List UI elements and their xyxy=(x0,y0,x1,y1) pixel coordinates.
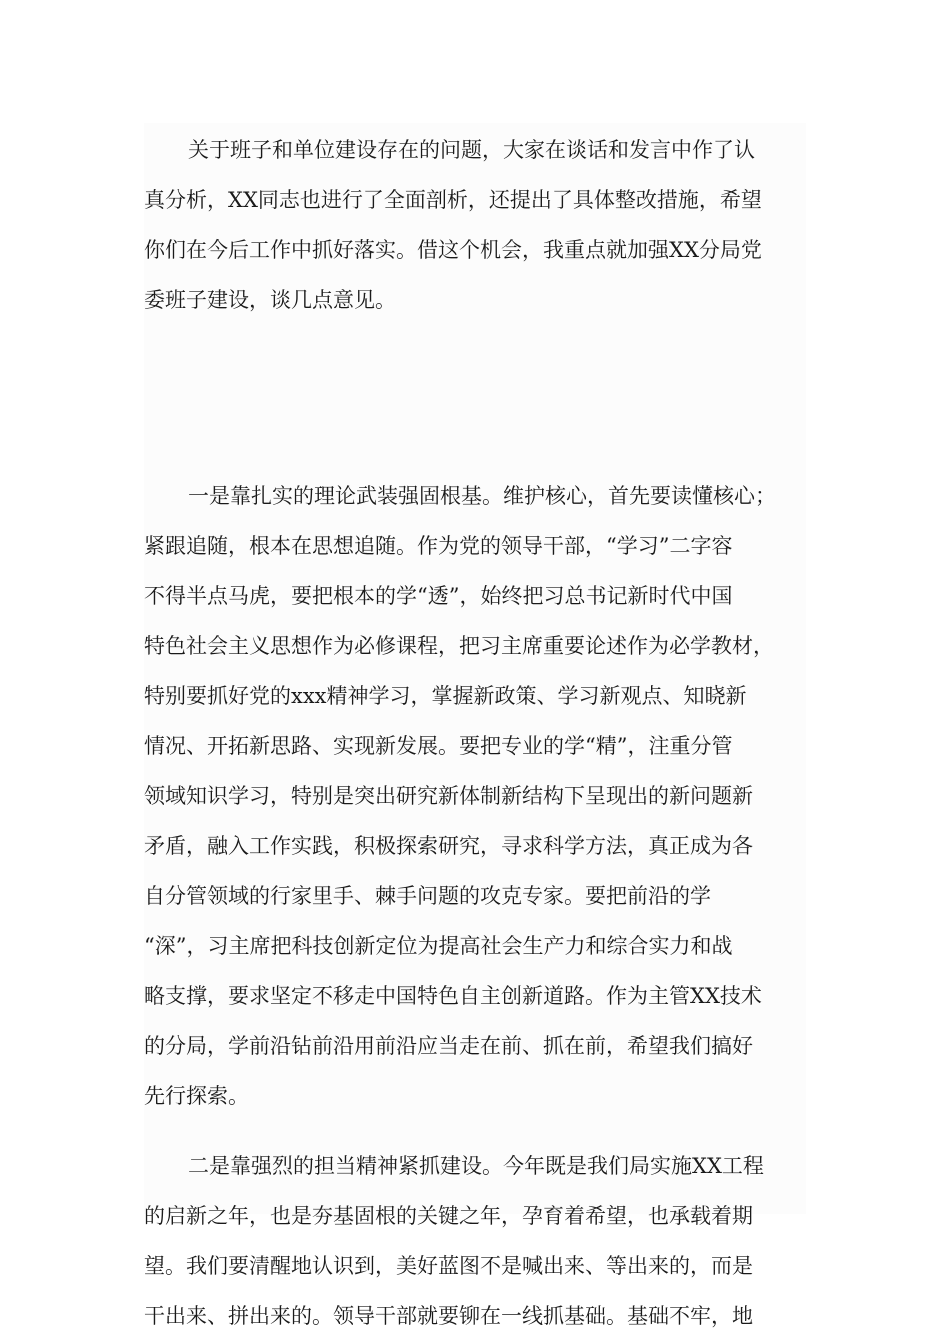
text-line: 矛盾，融入工作实践，积极探索研究，寻求科学方法，真正成为各 xyxy=(144,834,753,858)
text-line: 情况、开拓新思路、实现新发展。要把专业的学“精”，注重分管 xyxy=(144,734,733,758)
text-line: 领域知识学习，特别是突出研究新体制新结构下呈现出的新问题新 xyxy=(144,784,753,808)
text-line: 先行探索。 xyxy=(144,1084,249,1108)
text-line: 自分管领域的行家里手、棘手问题的攻克专家。要把前沿的学 xyxy=(144,884,711,908)
text-line: “深”，习主席把科技创新定位为提高社会生产力和综合实力和战 xyxy=(144,934,733,958)
text-line: 干出来、拼出来的。领导干部就要铆在一线抓基础。基础不牢，地 xyxy=(144,1304,753,1328)
text-line: 特色社会主义思想作为必修课程，把习主席重要论述作为必学教材， xyxy=(144,634,774,658)
text-line: 一是靠扎实的理论武装强固根基。维护核心，首先要读懂核心； xyxy=(188,484,776,508)
text-line: 委班子建设，谈几点意见。 xyxy=(144,288,396,312)
document-body xyxy=(144,123,806,1328)
text-line: 二是靠强烈的担当精神紧抓建设。今年既是我们局实施XX工程 xyxy=(188,1154,764,1178)
text-line: 特别要抓好党的xxx精神学习，掌握新政策、学习新观点、知晓新 xyxy=(144,684,747,708)
text-line: 关于班子和单位建设存在的问题，大家在谈话和发言中作了认 xyxy=(188,138,755,162)
text-line: 的启新之年，也是夯基固根的关键之年，孕育着希望，也承载着期 xyxy=(144,1204,753,1228)
text-line: 紧跟追随，根本在思想追随。作为党的领导干部，“学习”二字容 xyxy=(144,534,733,558)
paragraph-responsibility xyxy=(144,1141,806,1341)
text-line: 略支撑，要求坚定不移走中国特色自主创新道路。作为主管XX技术 xyxy=(144,984,762,1008)
text-line: 的分局，学前沿钻前沿用前沿应当走在前、抓在前，希望我们搞好 xyxy=(144,1034,753,1058)
text-line: 真分析，XX同志也进行了全面剖析，还提出了具体整改措施，希望 xyxy=(144,188,762,212)
text-line: 不得半点马虎，要把根本的学“透”，始终把习总书记新时代中国 xyxy=(144,584,733,608)
paragraph-theory-foundation xyxy=(144,471,806,1121)
text-line: 你们在今后工作中抓好落实。借这个机会，我重点就加强XX分局党 xyxy=(144,238,762,262)
paragraph-team-issues xyxy=(144,125,806,325)
text-line: 望。我们要清醒地认识到，美好蓝图不是喊出来、等出来的，而是 xyxy=(144,1254,753,1278)
